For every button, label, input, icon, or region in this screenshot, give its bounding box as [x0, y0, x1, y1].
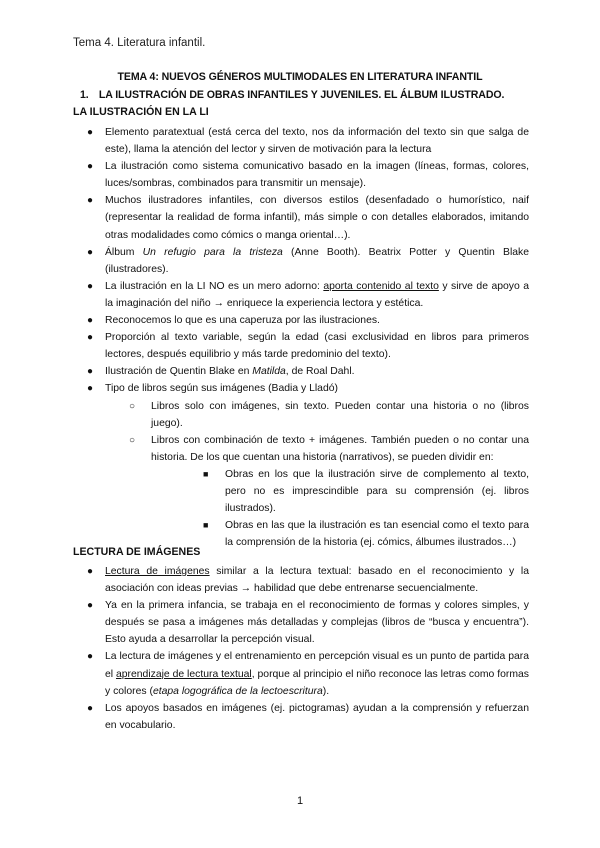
bullet-icon: ● — [87, 600, 94, 612]
bullet-icon: ● — [87, 702, 94, 714]
list-item-text: ). — [322, 685, 330, 697]
section-title-text: LA ILUSTRACIÓN DE OBRAS INFANTILES Y JUVENILES. EL ÁLBUM ILUSTRADO. — [98, 89, 505, 101]
list-item-text: Reconocemos lo que es una caperuza por las ilustraciones. — [105, 315, 380, 327]
list-item-text: (Anne Booth). Beatrix Potter y Quentin Blake (ilustradores). — [105, 246, 530, 275]
underlined-text: aprendizaje de lectura textual — [115, 668, 252, 680]
section-heading-lectura: LECTURA DE IMÁGENES — [73, 546, 201, 558]
list-item-text: Libros con combinación de texto + imágenes. También pueden o no contar una historia. De los que cuentan una historia (narrativos), se pueden dividir en: — [151, 434, 529, 463]
list-item-text: Obras en las que la ilustración es tan esencial como el texto para la comprensión de la historia (ej. cómics, álbumes ilustrados…) — [225, 520, 529, 549]
section-heading-ilustracion: LA ILUSTRACIÓN EN LA LI — [73, 106, 209, 118]
bullet-icon: ● — [87, 383, 94, 395]
underlined-text: aporta contenido al texto — [323, 280, 439, 292]
list-item-text: Obras en los que la ilustración sirve de complemento al texto, pero no es imprescindible para su comprensión (ej. libros ilustrados). — [225, 468, 529, 515]
ilustracion-list — [73, 124, 529, 551]
list-item — [73, 597, 529, 648]
list-item — [73, 563, 529, 597]
list-item-text: y sirve de apoyo a la imaginación del niño → enriquece la experiencia lectora y estética. — [105, 280, 530, 309]
list-item-text: Ilustración de Quentin Blake en — [105, 366, 253, 378]
square-bullet-icon: ■ — [203, 520, 209, 531]
bullet-icon: ● — [87, 566, 94, 577]
list-item-text: Libros solo con imágenes, sin texto. Pueden contar una historia o no (libros juego). — [151, 400, 529, 429]
sub-list-item — [105, 398, 529, 432]
section-title — [80, 89, 600, 101]
hollow-bullet-icon: ○ — [129, 434, 136, 446]
book-title: Matilda — [252, 366, 286, 378]
list-item — [73, 278, 529, 312]
bullet-icon: ● — [87, 195, 94, 207]
document-title: TEMA 4: NUEVOS GÉNEROS MULTIMODALES EN LITERATURA INFANTIL — [117, 71, 483, 83]
sub-list — [105, 398, 529, 552]
list-item-text: Ya en la primera infancia, se trabaja en el reconocimiento de formas y colores simples, y después se pasa a imágenes más detalladas y complejas (libros de “busca y encuentra”). Esto ayuda a desarrollar la percepción visual. — [105, 600, 529, 646]
list-item-text: La ilustración como sistema comunicativo basado en la imagen (líneas, formas, colores, luces/sombras, combinados para transmitir un mensaje). — [105, 161, 529, 190]
list-item — [73, 648, 529, 699]
list-item-text: La ilustración en la LI NO es un mero adorno: — [105, 280, 324, 292]
list-item — [73, 312, 529, 329]
list-item-text: Elemento paratextual (está cerca del texto, nos da información del texto sin que salga de este), llama la atención del lector y sirven de motivación para la lectura — [105, 127, 529, 156]
list-item — [73, 192, 529, 243]
list-item-text: La lectura de imágenes y el entrenamiento en percepción visual es un punto de partida para el — [105, 651, 529, 680]
sub-sub-list-item — [151, 466, 529, 517]
list-item-text: Álbum — [105, 246, 143, 258]
bullet-icon: ● — [87, 651, 94, 663]
lectura-list — [73, 563, 529, 734]
list-item — [73, 244, 529, 278]
bullet-icon: ● — [87, 280, 94, 292]
underlined-text: Lectura de imágenes — [105, 566, 210, 577]
sub-list-item — [105, 432, 529, 552]
bullet-icon: ● — [87, 366, 94, 378]
list-item-text: Proporción al texto variable, según la edad (casi exclusividad en libros para primeros lectores, después equilibrio y más tarde predominio del texto). — [105, 332, 529, 361]
list-item-text: Tipo de libros según sus imágenes (Badia y Lladó) — [105, 383, 338, 395]
bullet-icon: ● — [87, 127, 94, 138]
list-item-text: Los apoyos basados en imágenes (ej. pictogramas) ayudan a la comprensión y refuerzan en vocabulario. — [105, 702, 529, 731]
sub-sub-list-item — [151, 517, 529, 551]
square-bullet-icon: ■ — [203, 468, 209, 479]
sub-sub-list — [151, 466, 529, 551]
list-item-text: Muchos ilustradores infantiles, con diversos estilos (desenfadado o humorístico, naif (representar la realidad de forma infantil), más simple o con detalles elaborados, imitando otras modalidades como cómics o manga oriental…). — [105, 195, 529, 241]
book-title: Un refugio para la tristeza — [142, 246, 283, 258]
bullet-icon: ● — [87, 161, 94, 173]
list-item — [73, 124, 529, 158]
list-item-text: similar a la lectura textual: basado en el reconocimiento y la asociación con ideas previas → habilidad que debe entrenarse secuencialmente. — [105, 566, 529, 595]
list-item — [73, 158, 529, 192]
bullet-icon: ● — [87, 246, 94, 258]
page-header: Tema 4. Literatura infantil. — [73, 37, 206, 49]
list-item — [73, 700, 529, 734]
page-number: 1 — [296, 795, 304, 807]
list-item-text: , de Roal Dahl. — [285, 366, 355, 378]
bullet-icon: ● — [87, 332, 94, 344]
bullet-icon: ● — [87, 315, 94, 327]
list-item — [73, 363, 529, 380]
italic-text: etapa logográfica de la lectoescritura — [152, 685, 323, 697]
list-item-text: , porque al principio el niño reconoce las letras como formas y colores ( — [105, 668, 529, 697]
section-number: 1. — [80, 89, 89, 101]
list-item — [73, 329, 529, 363]
hollow-bullet-icon: ○ — [129, 400, 136, 412]
list-item — [73, 380, 529, 551]
